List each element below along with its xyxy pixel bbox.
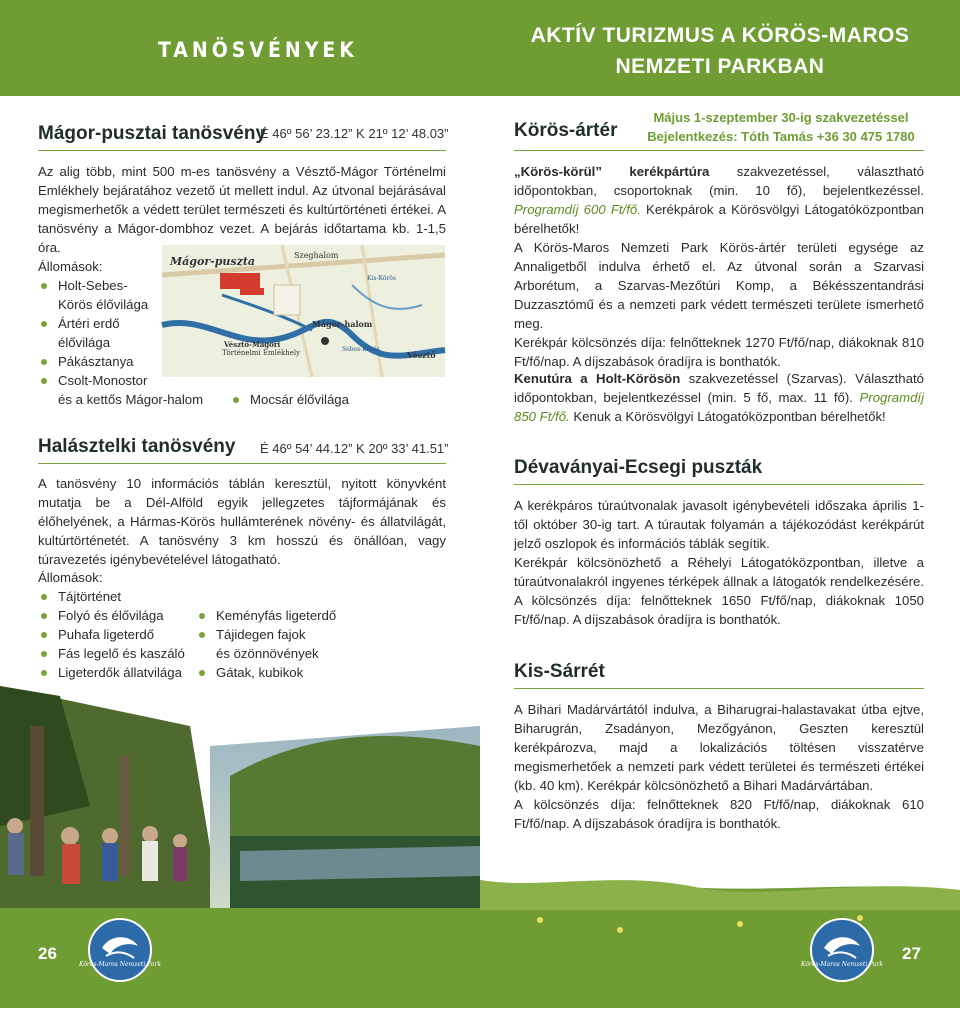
koros-arter-description <box>514 238 924 371</box>
right-header-line1: AKTÍV TURIZMUS A KÖRÖS-MAROS <box>530 24 910 47</box>
map-label: Vésztő-Mágori <box>224 340 281 349</box>
halasztelki-coord: É 46º 54’ 44.12” K 20º 33’ 41.51” <box>260 441 449 456</box>
halasztelki-title: Halásztelki tanösvény <box>38 436 236 457</box>
right-header <box>480 0 960 96</box>
divider <box>38 150 446 151</box>
kenutura-price: Programdíj 850 Ft/fő. <box>514 390 924 424</box>
wetland-photo <box>480 850 960 1008</box>
station-item: Keményfás ligeterdő <box>196 606 456 625</box>
map-label: Mágor-puszta <box>170 255 256 268</box>
park-logo <box>79 918 161 982</box>
kis-sarret-title: Kis-Sárrét <box>514 661 605 682</box>
left-header-title: TANÖSVÉNYEK <box>158 38 358 62</box>
page-number: 26 <box>38 944 57 963</box>
magor-coord: É 46º 56’ 23.12” K 21º 12’ 48.03” <box>260 126 449 141</box>
left-page <box>0 0 480 1008</box>
magor-stations-2 <box>230 390 430 409</box>
station-item: Pákásztanya <box>38 352 238 371</box>
map-label: Történelmi Emlékhely <box>222 349 301 357</box>
right-page <box>480 0 960 1008</box>
map-label: Vésztő <box>407 350 436 360</box>
kenutura-text-end: Kenuk a Körösvölgyi Látogatóközpontban bérelhetők! <box>569 409 886 424</box>
devavanyai-description <box>514 496 924 629</box>
tour-type: kerékpártúra <box>629 164 710 179</box>
station-item: Ártéri erdő <box>38 314 238 333</box>
divider <box>514 484 924 485</box>
station-item: Puhafa ligeterdő <box>38 625 218 644</box>
page-number: 27 <box>902 944 921 963</box>
station-item: Holt-Sebes- <box>38 276 238 295</box>
tour-text-end: Kerékpárok a Körösvölgyi Látogatóközpontban bérelhetők! <box>514 202 924 236</box>
station-item: Fás legelő és kaszáló <box>38 644 218 663</box>
station-item: Csolt-Monostor <box>38 371 238 390</box>
logo-text: Körös-Maros Nemzeti Park <box>79 961 161 968</box>
station-item-cont: élővilága <box>58 335 111 350</box>
station-item: Tájidegen fajok <box>196 625 456 644</box>
divider <box>514 150 924 151</box>
station-item: Gátak, kubikok <box>196 663 456 682</box>
koros-arter-info-line1: Május 1-szeptember 30-ig szakvezetéssel <box>653 110 909 125</box>
right-header-line2: NEMZETI PARKBAN <box>615 55 825 78</box>
left-footer <box>0 908 480 1008</box>
kenutura-text: szakvezetéssel (Szarvas). Választható időpontokban, bejelentkezéssel (min. 5 fő, max. 11 fő). <box>514 371 924 405</box>
map-label: Sebes-Körös <box>342 346 380 353</box>
koros-arter-title: Körös-ártér <box>514 120 618 141</box>
koros-korul-paragraph <box>514 162 924 238</box>
map-label: Kis-Körös <box>367 275 397 282</box>
kenutura-paragraph <box>514 369 924 426</box>
koros-arter-info-line2: Bejelentkezés: Tóth Tamás +36 30 475 1780 <box>647 129 915 144</box>
stations-label: Állomások: <box>38 259 103 274</box>
station-item-cont: és a kettős Mágor-halom <box>58 392 204 407</box>
forest-photo <box>0 686 480 908</box>
devavanyai-text-2: Kerékpár kölcsönözhető a Réhelyi Látogatóközpontban, illetve a túraútvonalakról ingyenes térképek állnak a látogatók rendelkezésére. A kölcsönzés díja: felnőtteknek 1650 Ft/fő/nap, diákoknak 1050 Ft/fő/nap. A díjszabások óradíjra is bonthatók. <box>514 555 924 627</box>
station-item: Folyó és élővilága <box>38 606 218 625</box>
devavanyai-title: Dévaványai-Ecsegi puszták <box>514 457 763 478</box>
station-item: Mocsár élővilága <box>230 390 430 409</box>
logo-text: Körös-Maros Nemzeti Park <box>801 961 883 968</box>
magor-description: Az alig több, mint 500 m-es tanösvény a Vésztő-Mágor Történelmi Emlékhely bejáratához vezető út mellett indul. Az útvonal bejárásával megismerhetők a védett terület természeti és kultúrtörténeti értékei. A tanösvény a Mágor-dombhoz vezet. A bejárás időtartama kb. 1-1,5 óra. <box>38 164 446 255</box>
tour-name: „Körös-körül” <box>514 164 602 179</box>
magor-title: Mágor-pusztai tanösvény <box>38 123 267 144</box>
left-header <box>0 0 480 96</box>
kis-sarret-description <box>514 700 924 833</box>
map-label: Mágor-halom <box>312 319 373 329</box>
tour-text: szakvezetéssel, választható időpontokban, csoportoknak (min. 10 fő), bejelentkezéssel. <box>514 164 925 198</box>
station-item-cont: és özönnövények <box>216 646 319 661</box>
station-item-cont: Körös élővilága <box>58 297 149 312</box>
divider <box>38 463 446 464</box>
halasztelki-stations-col1 <box>38 568 218 682</box>
halasztelki-description: A tanösvény 10 információs táblán keresztül, nyitott könyvként mutatja be a Dél-Alföld egyik jellegzetes tájformájának és élőhelyének, a Hármas-Körös hullámterének növény- és állatvilágát, kultúrtörténetét. A tanösvény 3 km hosszú és önállóan, vagy túravezetés igénybevételével látogatható. <box>38 476 446 567</box>
kis-sarret-text-2: A kölcsönzés díja: felnőtteknek 820 Ft/fő/nap, diákoknak 610 Ft/fő/nap. A díjszabások óradíjra is bonthatók. <box>514 797 924 831</box>
koros-arter-rental-text: Kerékpár kölcsönzés díja: felnőtteknek 1270 Ft/fő/nap, diákoknak 810 Ft/fő/nap. A díjszabások óradíjra is bonthatók. <box>514 335 924 369</box>
stations-label: Állomások: <box>38 570 103 585</box>
station-item: Ligeterdők állatvilága <box>38 663 218 682</box>
park-logo <box>801 918 883 982</box>
kenutura-name: Kenutúra a Holt-Körösön <box>514 371 681 386</box>
map-label: Szeghalom <box>294 251 339 260</box>
divider <box>514 688 924 689</box>
magor-map <box>162 245 445 377</box>
kis-sarret-text-1: A Bihari Madárvártától indulva, a Biharugrai-halastavakat útba ejtve, Biharugrán, Zsadányon, Mezőgyánon, Geszten keresztül kerékpározva, majd a lokalizációs töltésen visszatérve megismerhetőek a nemzeti park védett területei és természeti értékei (kb. 40 km). Kerékpár kölcsönözhető a Bihari Madárvártában. <box>514 702 924 793</box>
station-item: Tájtörténet <box>38 587 218 606</box>
devavanyai-text-1: A kerékpáros túraútvonalak javasolt igénybevételi időszaka április 1-től október 30-ig tart. A túrautak folyamán a tájékozódást kerékpárút jelző oszlopok és információs táblák segítik. <box>514 498 924 551</box>
koros-arter-info <box>636 108 926 146</box>
koros-arter-desc-text: A Körös-Maros Nemzeti Park Körös-ártér területi egysége az Annaligetből indulva érhető el. Az útvonal során a Szarvasi Arborétum, a Szarvas-Mezőtúri Komp, a Békésszentandrási Duzzasztómű és a nemzeti park védett természeti területe ismerhető meg. <box>514 240 924 331</box>
tour-price: Programdíj 600 Ft/fő. <box>514 202 641 217</box>
